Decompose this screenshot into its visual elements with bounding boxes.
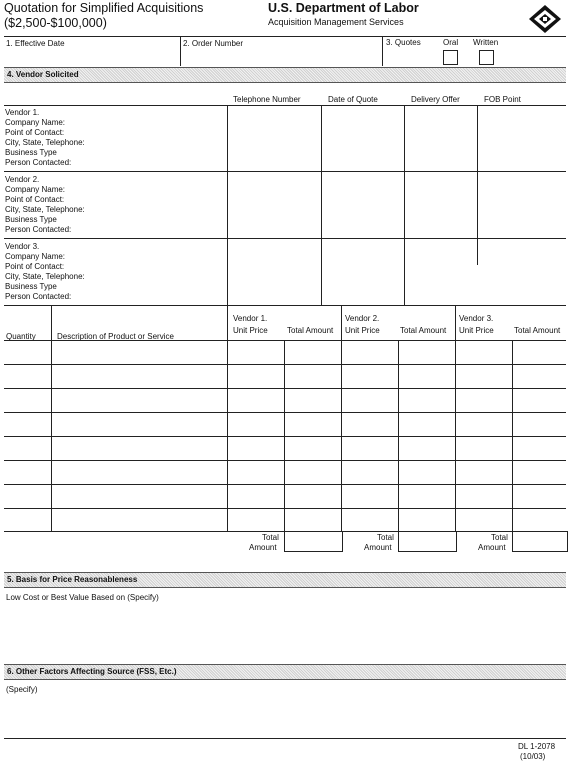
form-subtitle-range: ($2,500-$100,000) <box>4 16 107 30</box>
point-of-contact-label: Point of Contact: <box>5 128 65 137</box>
person-contacted-label: Person Contacted: <box>5 158 72 167</box>
other-factors-prompt: (Specify) <box>6 685 38 694</box>
oral-checkbox[interactable] <box>443 50 458 65</box>
rule <box>4 36 566 37</box>
unit-price-header: Unit Price <box>345 326 380 335</box>
amount-label: Amount <box>478 543 506 552</box>
total-amount-header: Total Amount <box>400 326 447 335</box>
divider <box>404 105 405 305</box>
quantity-header: Quantity <box>6 332 36 341</box>
vendor-3-header: Vendor 3. <box>459 314 494 323</box>
table-row <box>4 364 566 365</box>
vendor-1-header: Vendor 1. <box>233 314 268 323</box>
company-name-label: Company Name: <box>5 185 66 194</box>
date-of-quote-header: Date of Quote <box>328 95 378 104</box>
oral-label: Oral <box>443 38 459 47</box>
business-type-label: Business Type <box>5 282 57 291</box>
business-type-label: Business Type <box>5 215 57 224</box>
description-header: Description of Product or Service <box>57 332 174 341</box>
effective-date-label: 1. Effective Date <box>6 39 65 48</box>
divider <box>477 105 478 265</box>
rule <box>4 305 566 306</box>
person-contacted-label: Person Contacted: <box>5 292 72 301</box>
order-number-label: 2. Order Number <box>183 39 244 48</box>
divider <box>180 36 181 66</box>
table-row <box>4 484 566 485</box>
section-6-header <box>4 664 566 680</box>
divider <box>51 305 52 531</box>
office-name: Acquisition Management Services <box>268 17 404 27</box>
table-row <box>4 412 566 413</box>
point-of-contact-label: Point of Contact: <box>5 262 65 271</box>
section-5-title: 5. Basis for Price Reasonableness <box>7 575 138 584</box>
quotes-label: 3. Quotes <box>386 38 421 47</box>
divider <box>382 36 383 66</box>
table-row <box>4 340 566 341</box>
vendor-label: Vendor 3. <box>5 242 40 251</box>
unit-price-header: Unit Price <box>233 326 268 335</box>
section-4-title: 4. Vendor Solicited <box>7 70 79 79</box>
table-row <box>4 508 566 509</box>
vendor-label: Vendor 2. <box>5 175 40 184</box>
form-title: Quotation for Simplified Acquisitions <box>4 1 204 15</box>
divider <box>341 305 342 531</box>
section-5-header <box>4 572 566 588</box>
business-type-label: Business Type <box>5 148 57 157</box>
table-row <box>4 460 566 461</box>
fob-point-header: FOB Point <box>484 95 521 104</box>
written-label: Written <box>473 38 499 47</box>
vendor-label: Vendor 1. <box>5 108 40 117</box>
point-of-contact-label: Point of Contact: <box>5 195 65 204</box>
form-revision: (10/03) <box>520 752 546 761</box>
department-name: U.S. Department of Labor <box>268 1 419 15</box>
unit-price-header: Unit Price <box>459 326 494 335</box>
city-state-telephone-label: City, State, Telephone: <box>5 272 85 281</box>
vendor-2-total-field[interactable] <box>398 531 457 552</box>
table-row <box>4 388 566 389</box>
amount-label: Amount <box>364 543 392 552</box>
written-checkbox[interactable] <box>479 50 494 65</box>
amount-label: Amount <box>249 543 277 552</box>
telephone-number-header: Telephone Number <box>233 95 301 104</box>
company-name-label: Company Name: <box>5 252 66 261</box>
divider <box>455 305 456 531</box>
person-contacted-label: Person Contacted: <box>5 225 72 234</box>
vendor-3-total-field[interactable] <box>512 531 568 552</box>
divider <box>321 105 322 305</box>
total-label: Total <box>491 533 508 542</box>
divider <box>227 305 228 531</box>
rule <box>4 171 566 172</box>
rule <box>4 238 566 239</box>
vendor-2-header: Vendor 2. <box>345 314 380 323</box>
dol-logo-icon <box>527 4 563 34</box>
city-state-telephone-label: City, State, Telephone: <box>5 138 85 147</box>
vendor-1-total-field[interactable] <box>284 531 343 552</box>
total-amount-header: Total Amount <box>514 326 561 335</box>
rule <box>4 105 566 106</box>
basis-prompt: Low Cost or Best Value Based on (Specify) <box>6 593 159 602</box>
form-number: DL 1-2078 <box>518 742 556 751</box>
company-name-label: Company Name: <box>5 118 66 127</box>
table-row <box>4 436 566 437</box>
section-6-title: 6. Other Factors Affecting Source (FSS, Etc.) <box>7 667 177 676</box>
rule <box>4 738 566 739</box>
city-state-telephone-label: City, State, Telephone: <box>5 205 85 214</box>
total-label: Total <box>377 533 394 542</box>
total-amount-header: Total Amount <box>287 326 334 335</box>
section-4-header <box>4 67 566 83</box>
divider <box>227 105 228 305</box>
delivery-offer-header: Delivery Offer <box>411 95 460 104</box>
total-label: Total <box>262 533 279 542</box>
